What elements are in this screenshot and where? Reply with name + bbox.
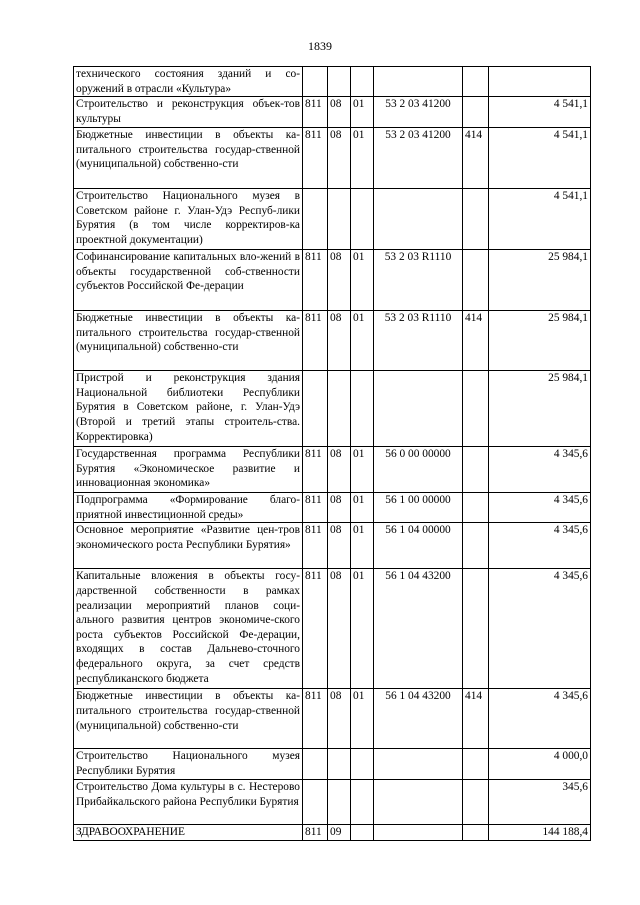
department-code: 811	[303, 97, 328, 128]
section-code: 08	[328, 569, 351, 689]
target-article-code: 56 0 00 00000	[374, 447, 463, 493]
target-article-code: 53 2 03 R1110	[374, 250, 463, 311]
subsection-code: 01	[351, 311, 374, 371]
target-article-code: 56 1 00 00000	[374, 493, 463, 523]
section-code	[328, 67, 351, 97]
department-code: 811	[303, 128, 328, 189]
table-row	[74, 569, 591, 689]
section-code: 08	[328, 128, 351, 189]
amount: 4 000,0	[489, 749, 591, 780]
target-article-code: 56 1 04 00000	[374, 523, 463, 569]
department-code: 811	[303, 569, 328, 689]
expense-type-code	[463, 371, 489, 447]
row-description: Строительство Национального музея в Советском районе г. Улан-Удэ Респуб-лики Бурятия (в том числе корректиров-ка проектной документации)	[74, 189, 303, 250]
subsection-code	[351, 67, 374, 97]
amount: 4 345,6	[489, 569, 591, 689]
table-row	[74, 689, 591, 749]
row-description: Пристрой и реконструкция здания Национальной библиотеки Республики Бурятия в Советском районе, г. Улан-Удэ (Второй и третий этапы строитель-ства. Корректировка)	[74, 371, 303, 447]
row-description: Бюджетные инвестиции в объекты ка-питального строительства государ-ственной (муниципальной) собственно-сти	[74, 689, 303, 749]
table-row	[74, 189, 591, 250]
section-code	[328, 371, 351, 447]
section-code: 08	[328, 447, 351, 493]
amount: 25 984,1	[489, 371, 591, 447]
expense-type-code: 414	[463, 689, 489, 749]
amount: 144 188,4	[489, 825, 591, 841]
amount: 25 984,1	[489, 311, 591, 371]
expense-type-code	[463, 825, 489, 841]
row-description: Бюджетные инвестиции в объекты ка-питального строительства государ-ственной (муниципальной) собственно-сти	[74, 311, 303, 371]
section-code: 08	[328, 493, 351, 523]
table-row	[74, 250, 591, 311]
expense-type-code	[463, 523, 489, 569]
table-row	[74, 523, 591, 569]
section-code: 08	[328, 97, 351, 128]
table-row	[74, 780, 591, 825]
expense-type-code	[463, 97, 489, 128]
subsection-code	[351, 825, 374, 841]
expense-type-code	[463, 569, 489, 689]
row-description: Софинансирование капитальных вло-жений в объекты государственной соб-ственности субъектов Российской Фе-дерации	[74, 250, 303, 311]
department-code	[303, 189, 328, 250]
department-code	[303, 780, 328, 825]
amount: 4 345,6	[489, 493, 591, 523]
table-row	[74, 825, 591, 841]
target-article-code	[374, 749, 463, 780]
subsection-code: 01	[351, 689, 374, 749]
section-code	[328, 780, 351, 825]
expense-type-code	[463, 67, 489, 97]
expense-type-code	[463, 250, 489, 311]
amount: 4 541,1	[489, 189, 591, 250]
target-article-code	[374, 189, 463, 250]
department-code: 811	[303, 311, 328, 371]
expense-type-code: 414	[463, 128, 489, 189]
amount: 4 541,1	[489, 128, 591, 189]
target-article-code: 56 1 04 43200	[374, 569, 463, 689]
amount: 4 345,6	[489, 523, 591, 569]
table-row	[74, 493, 591, 523]
page-number: 1839	[308, 39, 332, 53]
target-article-code: 53 2 03 R1110	[374, 311, 463, 371]
target-article-code	[374, 780, 463, 825]
row-description: технического состояния зданий и со-оружений в отрасли «Культура»	[74, 67, 303, 97]
amount: 4 345,6	[489, 447, 591, 493]
row-description: ЗДРАВООХРАНЕНИЕ	[74, 825, 303, 841]
budget-table	[73, 66, 591, 841]
subsection-code	[351, 780, 374, 825]
expense-type-code	[463, 493, 489, 523]
row-description: Основное мероприятие «Развитие цен-тров экономического роста Республики Бурятия»	[74, 523, 303, 569]
table-row	[74, 128, 591, 189]
section-code: 08	[328, 250, 351, 311]
subsection-code	[351, 189, 374, 250]
subsection-code	[351, 371, 374, 447]
amount: 4 345,6	[489, 689, 591, 749]
expense-type-code	[463, 749, 489, 780]
amount: 4 541,1	[489, 97, 591, 128]
section-code: 08	[328, 523, 351, 569]
department-code	[303, 749, 328, 780]
section-code: 08	[328, 311, 351, 371]
subsection-code: 01	[351, 97, 374, 128]
target-article-code	[374, 825, 463, 841]
row-description: Строительство Дома культуры в с. Нестерово Прибайкальского района Республики Бурятия	[74, 780, 303, 825]
row-description: Капитальные вложения в объекты госу-дарственной собственности в рамках реализации мероприятий планов соци-ального развития центров экономиче-ского роста субъектов Российской Фе-дерации, входящих в состав Дальнево-сточного федерального округа, за счет средств республиканского бюджета	[74, 569, 303, 689]
target-article-code	[374, 371, 463, 447]
amount	[489, 67, 591, 97]
subsection-code: 01	[351, 523, 374, 569]
amount: 345,6	[489, 780, 591, 825]
amount: 25 984,1	[489, 250, 591, 311]
table-row	[74, 67, 591, 97]
row-description: Строительство и реконструкция объек-тов культуры	[74, 97, 303, 128]
department-code	[303, 371, 328, 447]
table-row	[74, 447, 591, 493]
target-article-code	[374, 67, 463, 97]
section-code: 09	[328, 825, 351, 841]
section-code	[328, 189, 351, 250]
table-row	[74, 311, 591, 371]
department-code	[303, 67, 328, 97]
table-row	[74, 371, 591, 447]
row-description: Строительство Национального музея Республики Бурятия	[74, 749, 303, 780]
expense-type-code: 414	[463, 311, 489, 371]
subsection-code	[351, 749, 374, 780]
target-article-code: 53 2 03 41200	[374, 97, 463, 128]
section-code: 08	[328, 689, 351, 749]
row-description: Подпрограмма «Формирование благо-приятной инвестиционной среды»	[74, 493, 303, 523]
department-code: 811	[303, 250, 328, 311]
subsection-code: 01	[351, 250, 374, 311]
subsection-code: 01	[351, 447, 374, 493]
department-code: 811	[303, 689, 328, 749]
subsection-code: 01	[351, 128, 374, 189]
section-code	[328, 749, 351, 780]
department-code: 811	[303, 825, 328, 841]
row-description: Бюджетные инвестиции в объекты ка-питального строительства государ-ственной (муниципальной) собственно-сти	[74, 128, 303, 189]
expense-type-code	[463, 447, 489, 493]
row-description: Государственная программа Республики Бурятия «Экономическое развитие и инновационная экономика»	[74, 447, 303, 493]
target-article-code: 56 1 04 43200	[374, 689, 463, 749]
table-row	[74, 97, 591, 128]
expense-type-code	[463, 189, 489, 250]
department-code: 811	[303, 493, 328, 523]
expense-type-code	[463, 780, 489, 825]
department-code: 811	[303, 447, 328, 493]
subsection-code: 01	[351, 493, 374, 523]
department-code: 811	[303, 523, 328, 569]
table-row	[74, 749, 591, 780]
target-article-code: 53 2 03 41200	[374, 128, 463, 189]
subsection-code: 01	[351, 569, 374, 689]
